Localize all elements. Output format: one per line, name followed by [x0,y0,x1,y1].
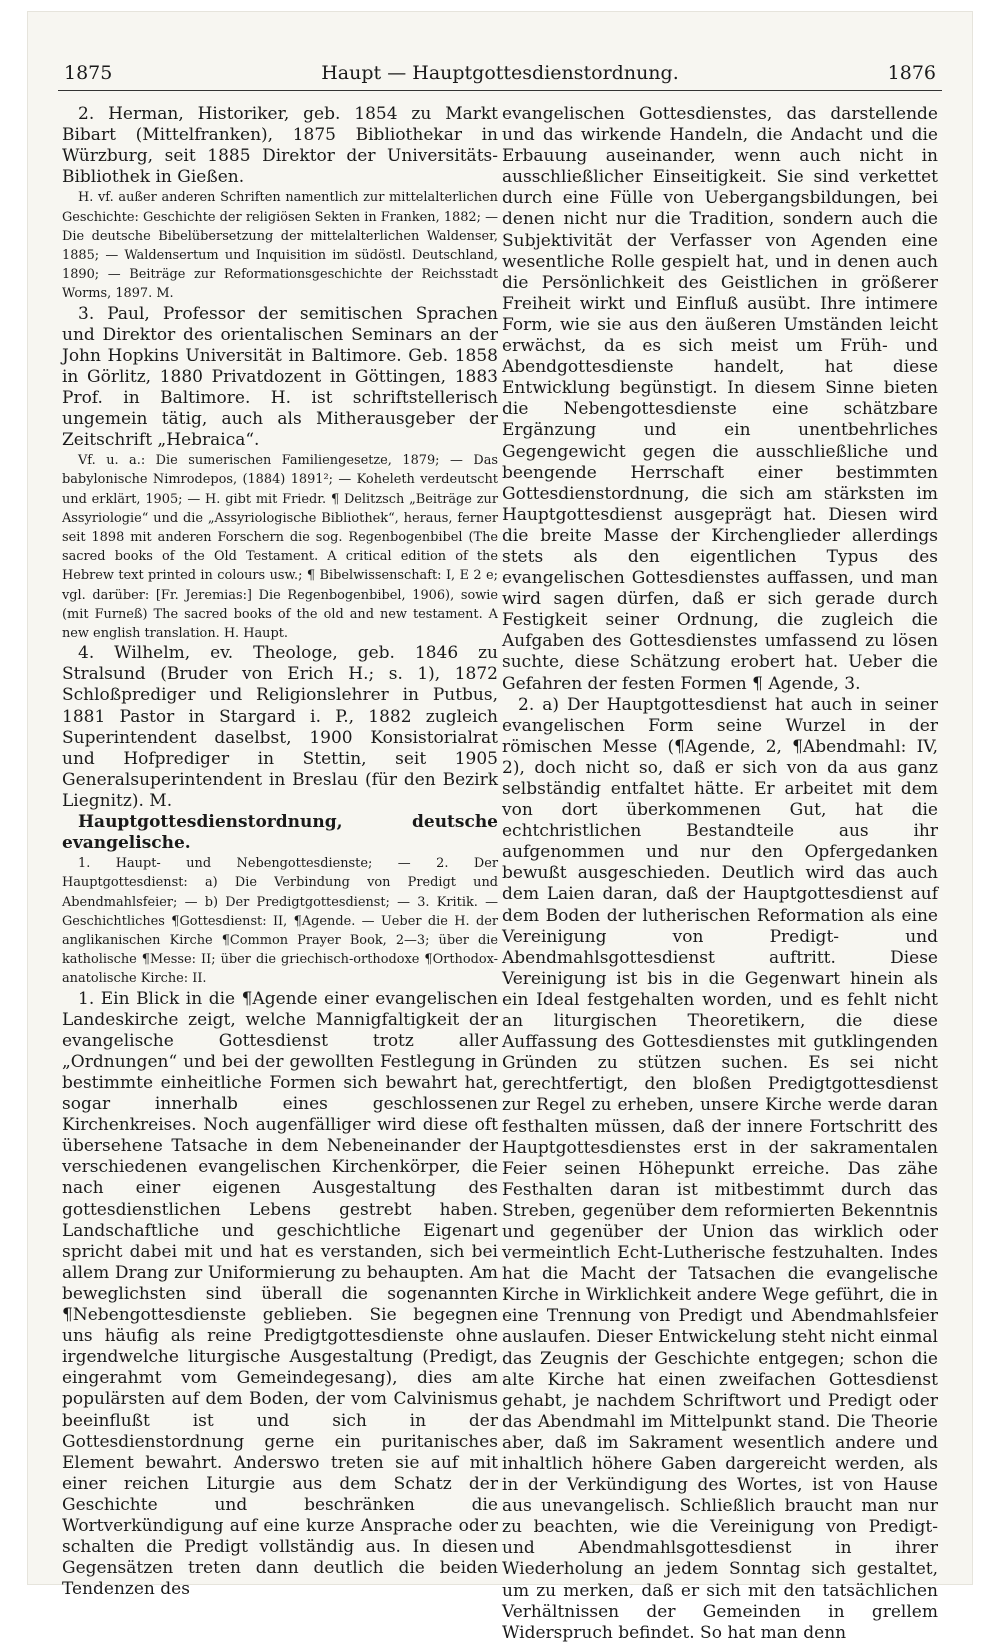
right-column [502,104,938,1643]
entry-paul: 3. Paul, Professor der semitischen Sprachen und Direktor des orientalischen Seminars an der John Hopkins Universität in Baltimore. Geb. 1858 in Görlitz, 1880 Privatdozent in Göttingen, 1883 Prof. in Baltimore. H. ist schriftstellerisch ungemein tätig, auch als Mitherausgeber der Zeitschrift „Hebraica“. [62,303,498,451]
left-column [62,104,498,1600]
page-number-right: 1876 [887,62,936,84]
article-contents: 1. Haupt- und Nebengottesdienste; — 2. Der Hauptgottesdienst: a) Die Verbindung von Predigt und Abendmahlsfeier; — b) Der Predigtgottesdienst; — 3. Kritik. — Geschichtliches ¶Gottesdienst: II, ¶Agende. — Ueber die H. der anglikanischen Kirche ¶Common Prayer Book, 2—3; über die katholische ¶Messe: II; über die griechisch-orthodoxe ¶Orthodox-anatolische Kirche: II. [62,856,498,987]
page-number-left: 1875 [64,62,113,84]
scanned-page [28,12,972,1643]
article-section-2a: 2. a) Der Hauptgottesdienst hat auch in seiner evangelischen Form seine Wurzel in der römischen Messe (¶Agende, 2, ¶Abendmahl: IV, 2), doch nicht so, daß er sich von da aus ganz selbständig entfaltet hätte. Er arbeitet mit dem von dort überkommenen Gut, hat die echtchristlichen Bestandteile aus ihr aufgenommen und nur den Opfergedanken bewußt ausgeschieden. Deutlich wird das auch dem Laien daran, daß der Hauptgottesdienst auf dem Boden der lutherischen Reformation als eine Vereinigung von Predigt- und Abendmahlsgottesdienst auftritt. Diese Vereinigung ist bis in die Gegenwart hinein als ein Ideal festgehalten worden, und es fehlt nicht an liturgischen Theoretikern, die diese Auffassung des Gottesdienstes mit gutklingenden Gründen zu stützen suchen. Es sei nicht gerechtfertigt, den bloßen Predigtgottesdienst zur Regel zu erheben, unsere Kirche werde daran festhalten müssen, daß der innere Fortschritt des Hauptgottesdienstes erst in der sakramentalen Feier seinen Höhepunkt erreiche. Das zähe Festhalten daran ist mitbestimmt durch das Streben, gegenüber dem reformierten Bekenntnis und gegenüber der Union das wirklich oder vermeintlich Echt-Lutherische festzuhalten. Indes hat die Macht der Tatsachen die evangelische Kirche in Wirklichkeit andere Wege geführt, die in eine Trennung von Predigt und Abendmahlsfeier auslaufen. Dieser Entwickelung steht nicht einmal das Zeugnis der Geschichte entgegen; schon die alte Kirche hat einen zweifachen Gottesdienst gehabt, je nachdem Schriftwort und Predigt oder das Abendmahl im Mittelpunkt stand. Die Theorie aber, daß im Sakrament wesentlich andere und inhaltlich höhere Gaben dargereicht werden, als in der Verkündigung des Wortes, ist von Hause aus unevangelisch. Schließlich braucht man nur zu beachten, wie die Vereinigung von Predigt- und Abendmahlsgottesdienst in ihrer Wiederholung an jedem Sonntag sich gestaltet, um zu merken, daß er sich mit den tatsächlichen Verhältnissen der Gemeinden in grellem Widerspruch befindet. So hat man denn [502,694,938,1643]
entry-herman-works: H. vf. außer anderen Schriften namentlich zur mittelalterlichen Geschichte: Geschichte der religiösen Sekten in Franken, 1882; — Die deutsche Bibelübersetzung der mittelalterlichen Waldenser, 1885; — Waldensertum und Inquisition im südöstl. Deutschland, 1890; — Beiträge zur Reformationsgeschichte der Reichsstadt Worms, 1897. M. [62,190,498,302]
running-title: Haupt — Hauptgottesdienstordnung. [321,62,679,84]
entry-herman: 2. Herman, Historiker, geb. 1854 zu Markt Bibart (Mittelfranken), 1875 Bibliothekar in Würzburg, seit 1885 Direktor der Universitäts-Bibliothek in Gießen. [62,104,498,188]
page-header [58,60,942,91]
article-section-1-cont: evangelischen Gottesdienstes, das darstellende und das wirkende Handeln, die Andacht und die Erbauung auseinander, wenn auch nicht in ausschließlicher Einseitigkeit. Sie sind verkettet durch eine Fülle von Uebergangsbildungen, bei denen nicht nur die Tradition, sondern auch die Subjektivität der Verfasser von Agenden eine wesentliche Rolle gespielt hat, und in denen auch die Persönlichkeit des Geistlichen in größerer Freiheit wirkt und Einfluß ausübt. Ihre intimere Form, wie sie aus den äußeren Umständen leicht erwächst, da es sich meist um Früh- und Abendgottesdienste handelt, hat diese Entwicklung begünstigt. In diesem Sinne bieten die Nebengottesdienste eine schätzbare Ergänzung und ein unentbehrliches Gegengewicht gegen die ausschließliche und beengende Herrschaft einer bestimmten Gottesdienstordnung, die sich am stärksten im Hauptgottesdienst ausgeprägt hat. Diesen wird die breite Masse der Kirchenglieder allerdings stets als den eigentlichen Typus des evangelischen Gottesdienstes auffassen, und man wird sagen dürfen, daß er sich gerade durch Festigkeit seiner Ordnung, die zugleich die Aufgaben des Gottesdienstes umfassend zu lösen suchte, diese Schätzung erobert hat. Ueber die Gefahren der festen Formen ¶ Agende, 3. [502,104,938,694]
entry-wilhelm: 4. Wilhelm, ev. Theologe, geb. 1846 zu Stralsund (Bruder von Erich H.; s. 1), 1872 Schloßprediger und Religionslehrer in Putbus, 1881 Pastor in Stargard i. P., 1882 zugleich Superintendent daselbst, 1900 Konsistorialrat und Hofprediger in Stettin, seit 1905 Generalsuperintendent in Breslau (für den Bezirk Liegnitz). M. [62,643,498,811]
entry-paul-works: Vf. u. a.: Die sumerischen Familiengesetze, 1879; — Das babylonische Nimrodepos, (1884) 1891²; — Koheleth verdeutscht und erklärt, 1905; — H. gibt mit Friedr. ¶ Delitzsch „Beiträge zur Assyriologie“ und die „Assyriologische Bibliothek“, heraus, ferner seit 1898 mit anderen Forschern die sog. Regenbogenbibel (The sacred books of the Old Testament. A critical edition of the Hebrew text printed in colours usw.; ¶ Bibelwissenschaft: I, E 2 e; vgl. darüber: [Fr. Jeremias:] Die Regenbogenbibel, 1906), sowie (mit Furneß) The sacred books of the old and new testament. A new english translation. H. Haupt. [62,453,498,642]
article-section-1: 1. Ein Blick in die ¶Agende einer evangelischen Landeskirche zeigt, welche Mannigfaltigkeit der evangelische Gottesdienst trotz aller „Ordnungen“ und bei der gewollten Festlegung in bestimmte einheitliche Formen sich bewahrt hat, sogar innerhalb eines geschlossenen Kirchenkreises. Noch augenfälliger wird diese oft übersehene Tatsache in dem Nebeneinander der verschiedenen evangelischen Kirchenkörper, die nach einer eigenen Ausgestaltung des gottesdienstlichen Lebens gestrebt haben. Landschaftliche und geschichtliche Eigenart spricht dabei mit und hat es verstanden, sich bei allem Drang zur Uniformierung zu behaupten. Am beweglichsten sind überall die sogenannten ¶Nebengottesdienste geblieben. Sie begegnen uns häufig als reine Predigtgottesdienste ohne irgendwelche liturgische Ausgestaltung (Predigt, eingerahmt vom Gemeindegesang), dies am populärsten auf dem Boden, der vom Calvinismus beeinflußt ist und sich in der Gottesdienstordnung gerne ein puritanisches Element bewahrt. Anderswo treten sie auf mit einer reichen Liturgie aus dem Schatz der Geschichte und beschränken die Wortverkündigung auf eine kurze Ansprache oder schalten die Predigt vollständig aus. In diesen Gegensätzen treten dann deutlich die beiden Tendenzen des [62,988,498,1600]
article-heading: Hauptgottesdienstordnung, deutsche evangelische. [62,812,498,854]
